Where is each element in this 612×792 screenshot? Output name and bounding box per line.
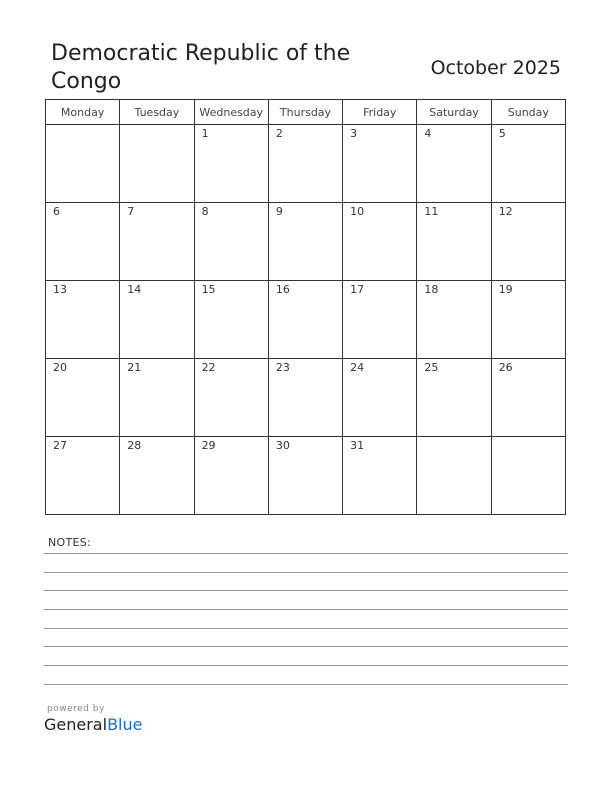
day-cell xyxy=(194,437,268,515)
day-cell xyxy=(491,437,565,515)
day-cell xyxy=(120,125,194,203)
week-row xyxy=(46,203,566,281)
day-cell xyxy=(194,125,268,203)
day-number: 24 xyxy=(350,361,365,374)
day-cell xyxy=(343,359,417,437)
day-cell xyxy=(194,203,268,281)
day-cell xyxy=(268,125,342,203)
notes-line xyxy=(44,646,568,647)
notes-line xyxy=(44,628,568,629)
day-number xyxy=(120,125,193,127)
notes-line xyxy=(44,665,568,666)
brand-logo xyxy=(44,715,142,734)
day-cell xyxy=(268,203,342,281)
day-number: 21 xyxy=(127,361,142,374)
week-row xyxy=(46,281,566,359)
month-year: October 2025 xyxy=(430,57,561,79)
day-number: 10 xyxy=(350,205,365,218)
day-number: 19 xyxy=(498,283,513,296)
day-number: 15 xyxy=(201,283,216,296)
weekday-header: Saturday xyxy=(417,100,491,125)
notes-line xyxy=(44,572,568,573)
weekday-header: Monday xyxy=(46,100,120,125)
week-row xyxy=(46,437,566,515)
day-number: 26 xyxy=(498,361,513,374)
brand-name-blue: Blue xyxy=(107,715,143,734)
day-number: 18 xyxy=(424,283,439,296)
day-cell xyxy=(46,437,120,515)
day-number: 20 xyxy=(53,361,67,374)
footer-branding xyxy=(44,704,142,734)
brand-name-general: General xyxy=(44,715,108,734)
day-number: 31 xyxy=(350,439,365,452)
page-title: Democratic Republic of the Congo xyxy=(51,41,351,94)
day-number: 2 xyxy=(275,127,283,140)
day-cell xyxy=(417,359,491,437)
day-cell xyxy=(268,281,342,359)
day-number xyxy=(417,437,490,439)
day-number: 11 xyxy=(424,205,439,218)
powered-by-text: powered by xyxy=(47,704,105,714)
day-cell xyxy=(120,281,194,359)
notes-label: NOTES: xyxy=(48,536,92,549)
day-number: 1 xyxy=(201,127,209,140)
week-row xyxy=(46,359,566,437)
day-cell xyxy=(417,437,491,515)
weekday-header-row xyxy=(46,100,566,125)
day-number: 23 xyxy=(275,361,290,374)
week-row xyxy=(46,125,566,203)
day-cell xyxy=(46,281,120,359)
day-number xyxy=(492,437,565,439)
day-number: 14 xyxy=(127,283,142,296)
notes-line xyxy=(44,553,568,554)
notes-line xyxy=(44,590,568,591)
weekday-header: Sunday xyxy=(491,100,565,125)
day-number: 22 xyxy=(201,361,216,374)
day-cell xyxy=(343,437,417,515)
day-number: 12 xyxy=(498,205,513,218)
day-number: 16 xyxy=(275,283,290,296)
day-cell xyxy=(491,359,565,437)
day-cell xyxy=(46,359,120,437)
day-cell xyxy=(120,203,194,281)
day-cell xyxy=(343,203,417,281)
day-cell xyxy=(120,359,194,437)
day-cell xyxy=(268,359,342,437)
day-cell xyxy=(194,359,268,437)
day-number: 29 xyxy=(201,439,216,452)
day-cell xyxy=(268,437,342,515)
day-cell xyxy=(120,437,194,515)
day-number: 3 xyxy=(350,127,358,140)
day-number: 5 xyxy=(498,127,506,140)
day-number: 7 xyxy=(127,205,135,218)
day-number: 13 xyxy=(53,283,67,296)
day-cell xyxy=(417,281,491,359)
day-cell xyxy=(491,203,565,281)
day-cell xyxy=(417,125,491,203)
weekday-header: Wednesday xyxy=(194,100,268,125)
day-number: 27 xyxy=(53,439,67,452)
day-cell xyxy=(343,125,417,203)
day-cell xyxy=(46,125,120,203)
day-number: 9 xyxy=(275,205,283,218)
day-number: 25 xyxy=(424,361,439,374)
day-number: 30 xyxy=(275,439,290,452)
day-cell xyxy=(343,281,417,359)
day-number: 17 xyxy=(350,283,365,296)
weekday-header: Thursday xyxy=(268,100,342,125)
day-number: 28 xyxy=(127,439,142,452)
day-number: 8 xyxy=(201,205,209,218)
weekday-header: Tuesday xyxy=(120,100,194,125)
day-number: 6 xyxy=(53,205,60,218)
day-cell xyxy=(194,281,268,359)
day-number xyxy=(46,125,119,127)
day-cell xyxy=(491,281,565,359)
day-cell xyxy=(417,203,491,281)
weekday-header: Friday xyxy=(343,100,417,125)
day-cell xyxy=(46,203,120,281)
notes-line xyxy=(44,684,568,685)
day-cell xyxy=(491,125,565,203)
calendar-grid xyxy=(45,99,566,515)
day-number: 4 xyxy=(424,127,432,140)
notes-line xyxy=(44,609,568,610)
